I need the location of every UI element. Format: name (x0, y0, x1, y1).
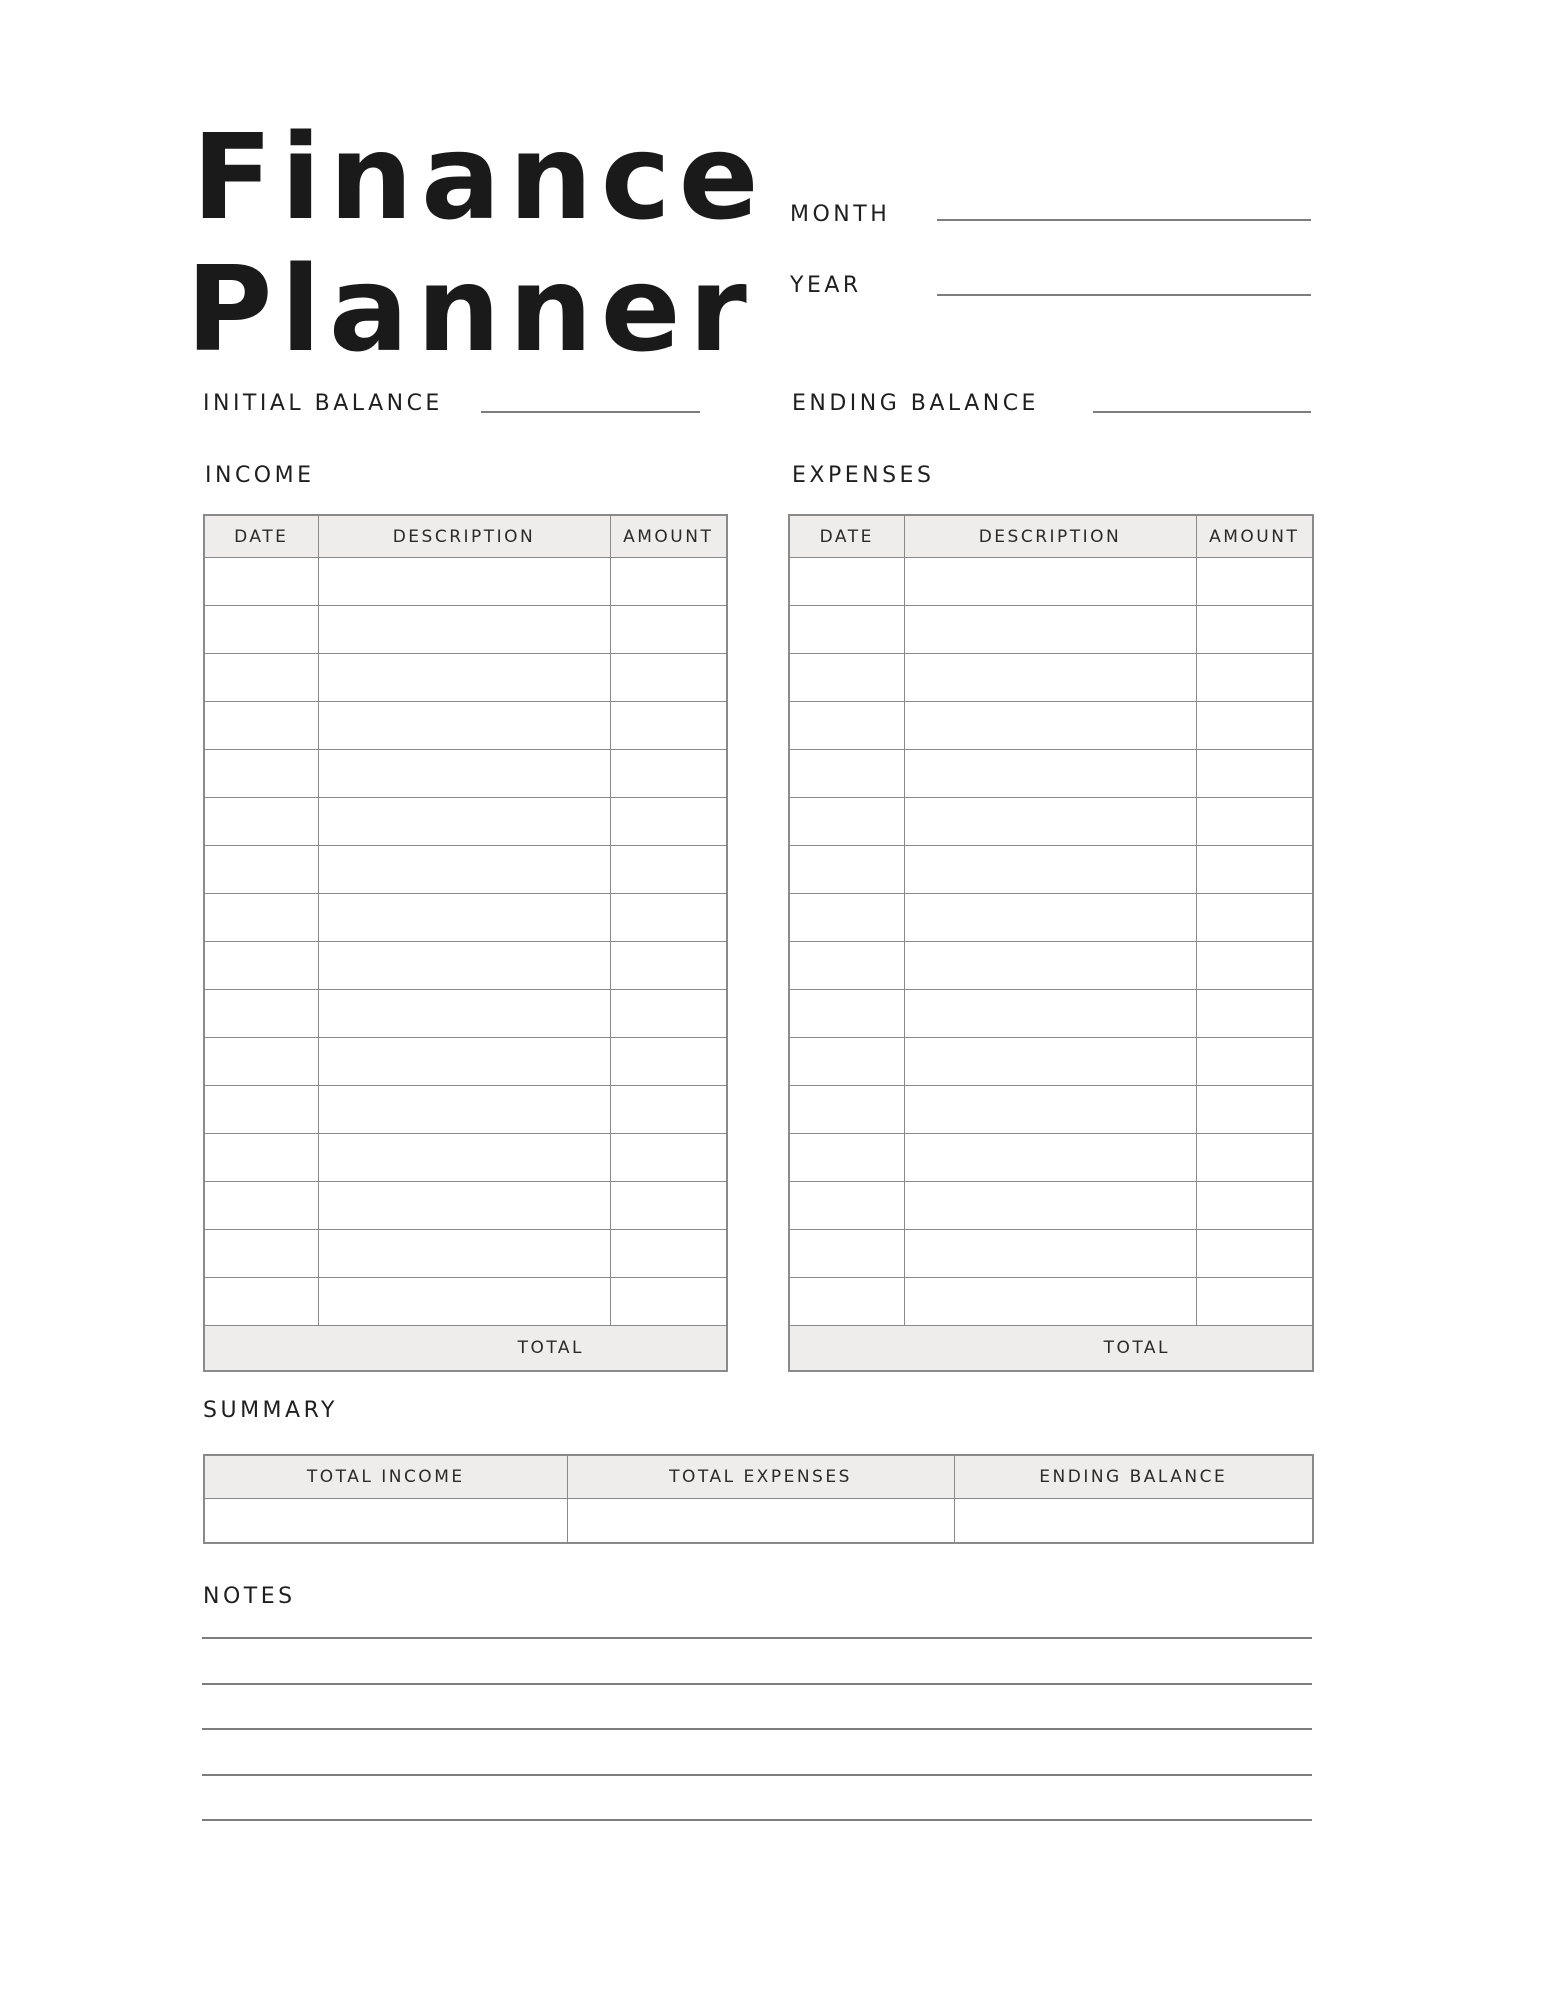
income-table (203, 514, 728, 1372)
initial-balance-field[interactable] (481, 411, 700, 413)
summary-table (203, 1454, 1314, 1544)
expenses-entry-row (789, 1182, 1313, 1230)
income-heading: INCOME (205, 463, 315, 488)
income-description-cell[interactable] (318, 1086, 610, 1134)
expenses-description-cell[interactable] (904, 846, 1196, 894)
income-date-cell[interactable] (204, 1038, 318, 1086)
ending-balance-cell[interactable] (954, 1499, 1313, 1544)
expenses-rows (789, 558, 1313, 1326)
income-entry-row (204, 798, 727, 846)
title-line-2: Planner (186, 240, 755, 378)
income-amount-cell[interactable] (610, 750, 727, 798)
expenses-col-amount: AMOUNT (1196, 515, 1313, 558)
expenses-entry-row (789, 798, 1313, 846)
summary-value-row (204, 1499, 1313, 1544)
expenses-date-cell[interactable] (789, 606, 904, 654)
expenses-table (788, 514, 1314, 1372)
ending-balance-label: ENDING BALANCE (792, 391, 1039, 416)
expenses-amount-cell[interactable] (1196, 942, 1313, 990)
income-entry-row (204, 1182, 727, 1230)
expenses-description-cell[interactable] (904, 1086, 1196, 1134)
income-amount-cell[interactable] (610, 990, 727, 1038)
expenses-entry-row (789, 1086, 1313, 1134)
expenses-date-cell[interactable] (789, 798, 904, 846)
summary-col-total-income: TOTAL INCOME (204, 1455, 567, 1499)
expenses-date-cell[interactable] (789, 1086, 904, 1134)
income-header-row (204, 515, 727, 558)
expenses-entry-row (789, 702, 1313, 750)
notes-line[interactable] (202, 1683, 1312, 1685)
expenses-entry-row (789, 990, 1313, 1038)
income-amount-cell[interactable] (610, 606, 727, 654)
income-total-label: TOTAL (204, 1326, 727, 1372)
summary-header-row (204, 1455, 1313, 1499)
expenses-entry-row (789, 1134, 1313, 1182)
expenses-amount-cell[interactable] (1196, 990, 1313, 1038)
expenses-col-date: DATE (789, 515, 904, 558)
expenses-entry-row (789, 1278, 1313, 1326)
income-rows (204, 558, 727, 1326)
expenses-description-cell[interactable] (904, 750, 1196, 798)
expenses-entry-row (789, 654, 1313, 702)
income-date-cell[interactable] (204, 1086, 318, 1134)
income-description-cell[interactable] (318, 1230, 610, 1278)
expenses-date-cell[interactable] (789, 702, 904, 750)
income-col-description: DESCRIPTION (318, 515, 610, 558)
expenses-amount-cell[interactable] (1196, 702, 1313, 750)
income-entry-row (204, 558, 727, 606)
expenses-date-cell[interactable] (789, 750, 904, 798)
income-description-cell[interactable] (318, 558, 610, 606)
income-amount-cell[interactable] (610, 1134, 727, 1182)
month-label: MONTH (790, 202, 891, 227)
income-entry-row (204, 750, 727, 798)
expenses-description-cell[interactable] (904, 606, 1196, 654)
income-description-cell[interactable] (318, 846, 610, 894)
expenses-amount-cell[interactable] (1196, 1038, 1313, 1086)
income-entry-row (204, 990, 727, 1038)
income-entry-row (204, 606, 727, 654)
notes-line[interactable] (202, 1637, 1312, 1639)
expenses-entry-row (789, 894, 1313, 942)
income-description-cell[interactable] (318, 654, 610, 702)
expenses-amount-cell[interactable] (1196, 1182, 1313, 1230)
expenses-amount-cell[interactable] (1196, 1230, 1313, 1278)
income-description-cell[interactable] (318, 942, 610, 990)
income-description-cell[interactable] (318, 1134, 610, 1182)
income-total-row (204, 1326, 727, 1372)
expenses-description-cell[interactable] (904, 894, 1196, 942)
expenses-date-cell[interactable] (789, 1182, 904, 1230)
income-col-date: DATE (204, 515, 318, 558)
income-date-cell[interactable] (204, 990, 318, 1038)
expenses-date-cell[interactable] (789, 558, 904, 606)
expenses-description-cell[interactable] (904, 558, 1196, 606)
expenses-amount-cell[interactable] (1196, 894, 1313, 942)
income-date-cell[interactable] (204, 750, 318, 798)
expenses-date-cell[interactable] (789, 894, 904, 942)
expenses-description-cell[interactable] (904, 798, 1196, 846)
expenses-date-cell[interactable] (789, 654, 904, 702)
expenses-date-cell[interactable] (789, 1278, 904, 1326)
income-col-amount: AMOUNT (610, 515, 727, 558)
expenses-amount-cell[interactable] (1196, 654, 1313, 702)
expenses-description-cell[interactable] (904, 702, 1196, 750)
income-entry-row (204, 846, 727, 894)
total-income-cell[interactable] (204, 1499, 567, 1544)
notes-heading: NOTES (203, 1584, 296, 1609)
notes-line[interactable] (202, 1819, 1312, 1821)
expenses-total-row (789, 1326, 1313, 1372)
income-date-cell[interactable] (204, 1230, 318, 1278)
expenses-description-cell[interactable] (904, 1278, 1196, 1326)
expenses-description-cell[interactable] (904, 654, 1196, 702)
income-amount-cell[interactable] (610, 702, 727, 750)
title-line-1: Finance (192, 108, 767, 246)
notes-line[interactable] (202, 1774, 1312, 1776)
expenses-entry-row (789, 942, 1313, 990)
expenses-description-cell[interactable] (904, 942, 1196, 990)
expenses-entry-row (789, 558, 1313, 606)
income-description-cell[interactable] (318, 606, 610, 654)
expenses-date-cell[interactable] (789, 1230, 904, 1278)
income-date-cell[interactable] (204, 1134, 318, 1182)
income-amount-cell[interactable] (610, 1086, 727, 1134)
expenses-description-cell[interactable] (904, 990, 1196, 1038)
expenses-amount-cell[interactable] (1196, 798, 1313, 846)
income-date-cell[interactable] (204, 606, 318, 654)
income-entry-row (204, 894, 727, 942)
income-date-cell[interactable] (204, 942, 318, 990)
year-field[interactable] (937, 294, 1311, 296)
income-date-cell[interactable] (204, 654, 318, 702)
income-entry-row (204, 1134, 727, 1182)
expenses-amount-cell[interactable] (1196, 558, 1313, 606)
income-amount-cell[interactable] (610, 894, 727, 942)
summary-col-total-expenses: TOTAL EXPENSES (567, 1455, 954, 1499)
expenses-date-cell[interactable] (789, 990, 904, 1038)
income-description-cell[interactable] (318, 1038, 610, 1086)
income-date-cell[interactable] (204, 1182, 318, 1230)
expenses-description-cell[interactable] (904, 1182, 1196, 1230)
expenses-entry-row (789, 1230, 1313, 1278)
expenses-heading: EXPENSES (792, 463, 935, 488)
total-expenses-cell[interactable] (567, 1499, 954, 1544)
expenses-date-cell[interactable] (789, 1134, 904, 1182)
income-amount-cell[interactable] (610, 1230, 727, 1278)
expenses-date-cell[interactable] (789, 846, 904, 894)
income-date-cell[interactable] (204, 894, 318, 942)
year-label: YEAR (790, 273, 862, 298)
expenses-col-description: DESCRIPTION (904, 515, 1196, 558)
income-entry-row (204, 942, 727, 990)
income-amount-cell[interactable] (610, 558, 727, 606)
expenses-entry-row (789, 846, 1313, 894)
income-date-cell[interactable] (204, 558, 318, 606)
notes-line[interactable] (202, 1728, 1312, 1730)
income-description-cell[interactable] (318, 894, 610, 942)
summary-col-ending-balance: ENDING BALANCE (954, 1455, 1313, 1499)
expenses-amount-cell[interactable] (1196, 846, 1313, 894)
expenses-description-cell[interactable] (904, 1038, 1196, 1086)
income-description-cell[interactable] (318, 1278, 610, 1326)
income-amount-cell[interactable] (610, 942, 727, 990)
income-amount-cell[interactable] (610, 1182, 727, 1230)
income-date-cell[interactable] (204, 1278, 318, 1326)
expenses-header-row (789, 515, 1313, 558)
summary-heading: SUMMARY (203, 1398, 338, 1423)
month-field[interactable] (937, 219, 1311, 221)
ending-balance-field[interactable] (1093, 411, 1311, 413)
expenses-date-cell[interactable] (789, 1038, 904, 1086)
expenses-amount-cell[interactable] (1196, 750, 1313, 798)
income-entry-row (204, 1230, 727, 1278)
expenses-description-cell[interactable] (904, 1134, 1196, 1182)
income-entry-row (204, 1038, 727, 1086)
income-entry-row (204, 654, 727, 702)
income-entry-row (204, 1086, 727, 1134)
expenses-entry-row (789, 1038, 1313, 1086)
expenses-amount-cell[interactable] (1196, 1278, 1313, 1326)
expenses-amount-cell[interactable] (1196, 606, 1313, 654)
expenses-amount-cell[interactable] (1196, 1134, 1313, 1182)
income-description-cell[interactable] (318, 1182, 610, 1230)
income-description-cell[interactable] (318, 798, 610, 846)
income-description-cell[interactable] (318, 750, 610, 798)
income-amount-cell[interactable] (610, 798, 727, 846)
income-date-cell[interactable] (204, 702, 318, 750)
income-entry-row (204, 702, 727, 750)
income-amount-cell[interactable] (610, 654, 727, 702)
income-date-cell[interactable] (204, 846, 318, 894)
income-amount-cell[interactable] (610, 846, 727, 894)
income-date-cell[interactable] (204, 798, 318, 846)
income-description-cell[interactable] (318, 990, 610, 1038)
expenses-total-label: TOTAL (789, 1326, 1313, 1372)
income-entry-row (204, 1278, 727, 1326)
expenses-amount-cell[interactable] (1196, 1086, 1313, 1134)
expenses-entry-row (789, 750, 1313, 798)
income-amount-cell[interactable] (610, 1038, 727, 1086)
income-description-cell[interactable] (318, 702, 610, 750)
expenses-date-cell[interactable] (789, 942, 904, 990)
income-amount-cell[interactable] (610, 1278, 727, 1326)
initial-balance-label: INITIAL BALANCE (203, 391, 443, 416)
expenses-description-cell[interactable] (904, 1230, 1196, 1278)
expenses-entry-row (789, 606, 1313, 654)
